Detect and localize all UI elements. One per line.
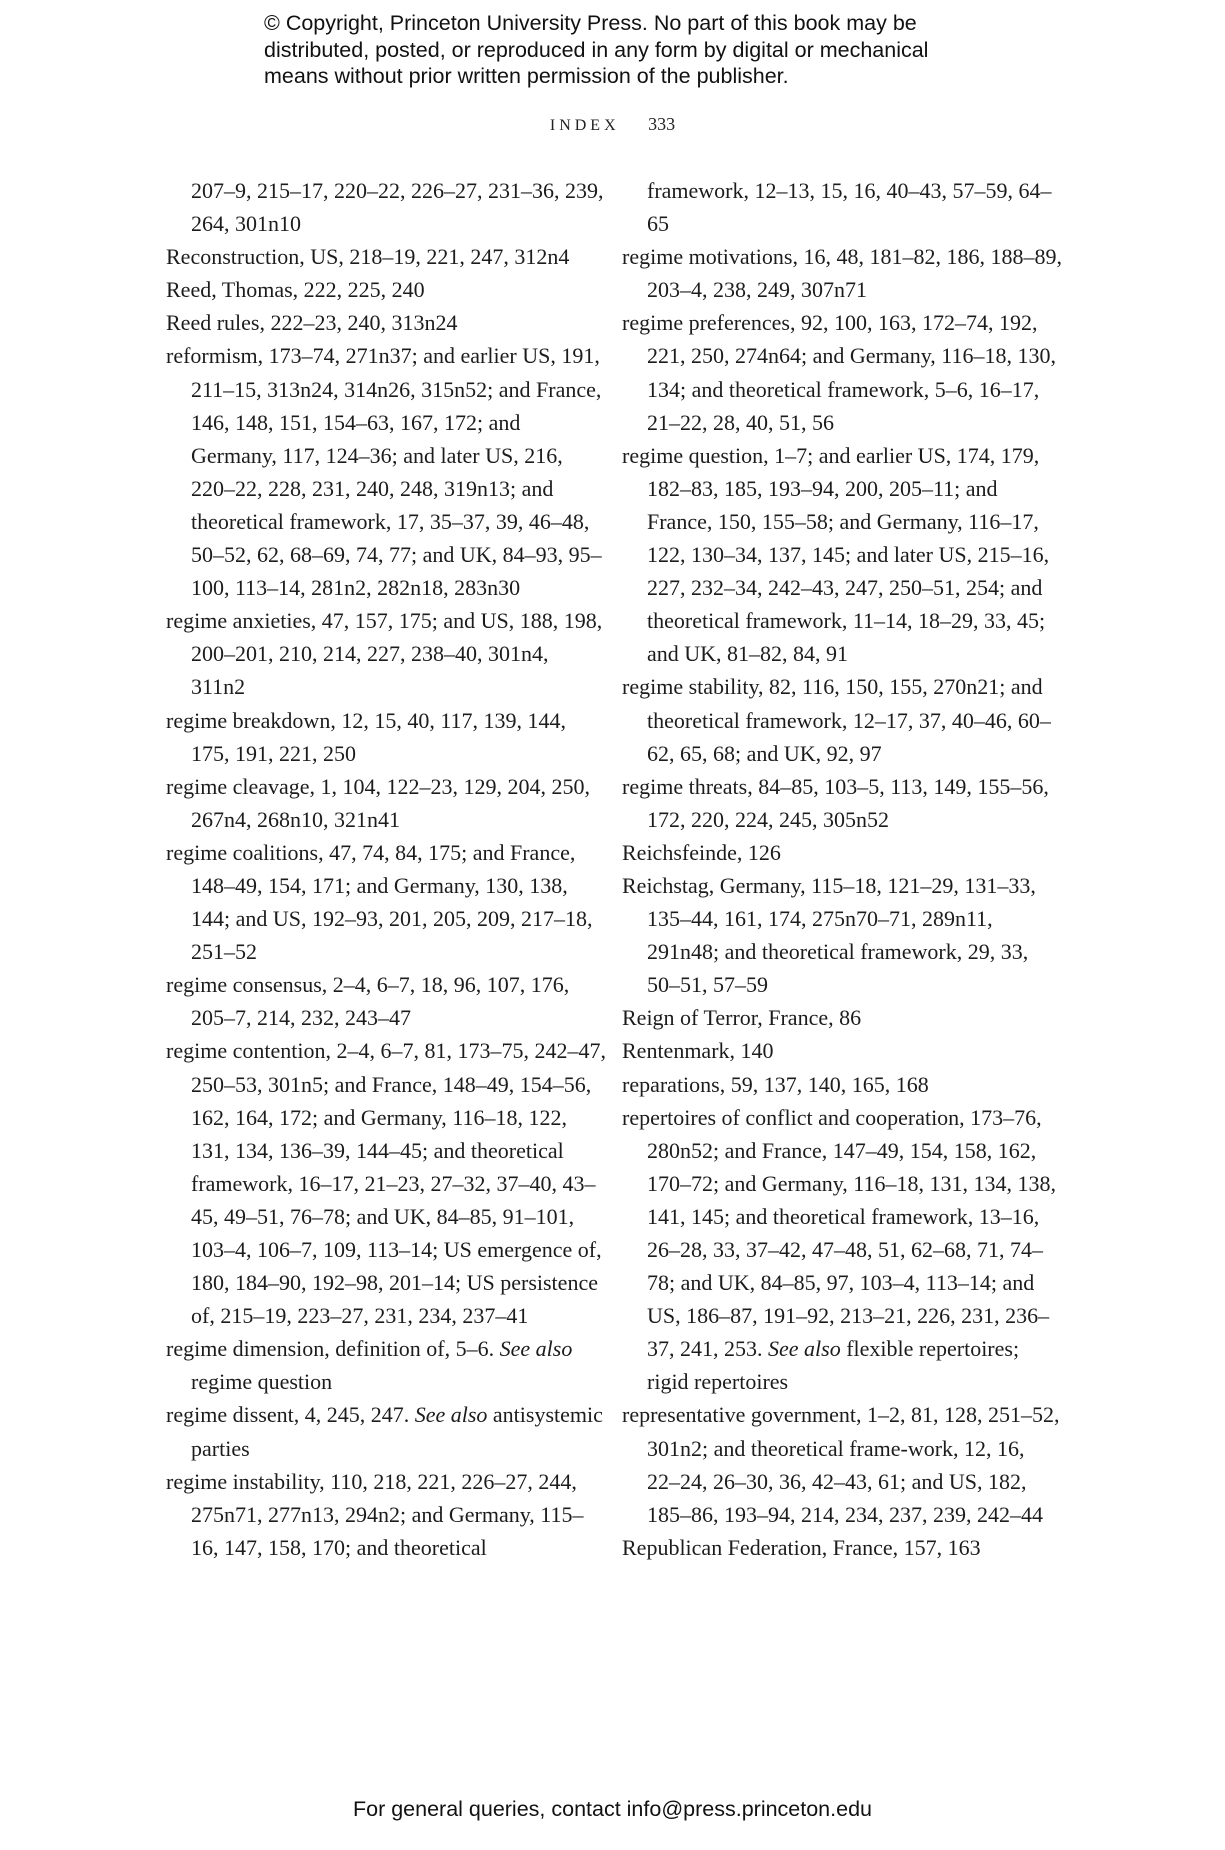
index-entry: regime preferences, 92, 100, 163, 172–74, 192, 221, 250, 274n64; and Germany, 116–18, 130, 134; and theoretical framework, 5–6, 16–17, 21–22, 28, 40, 51, 56 bbox=[622, 310, 1056, 435]
see-also-target: flexible repertoires; rigid repertoires bbox=[647, 1336, 1020, 1395]
running-head bbox=[0, 114, 1225, 135]
index-entry: regime contention, 2–4, 6–7, 81, 173–75, 242–47, 250–53, 301n5; and France, 148–49, 154–56, 162, 164, 172; and Germany, 116–18, 122, 131, 134, 136–39, 144–45; and theoretical framework, 16–17, 21–23, 27–32, 37–40, 43–45, 49–51, 76–78; and UK, 84–85, 91–101, 103–4, 106–7, 109, 113–14; US emergence of, 180, 184–90, 192–98, 201–14; US persistence of, 215–19, 223–27, 231, 234, 237–41 bbox=[166, 1038, 606, 1329]
index-entry: reformism, 173–74, 271n37; and earlier US, 191, 211–15, 313n24, 314n26, 315n52; and France, 146, 148, 151, 154–63, 167, 172; and Germany, 117, 124–36; and later US, 216, 220–22, 228, 231, 240, 248, 319n13; and theoretical framework, 17, 35–37, 39, 46–48, 50–52, 62, 68–69, 74, 77; and UK, 84–93, 95–100, 113–14, 281n2, 282n18, 283n30 bbox=[166, 343, 602, 601]
see-also-label: See also bbox=[414, 1402, 488, 1428]
index-entry: Reed rules, 222–23, 240, 313n24 bbox=[166, 310, 458, 336]
footer-contact: For general queries, contact info@press.princeton.edu bbox=[352, 1797, 872, 1821]
index-entry: Reichstag, Germany, 115–18, 121–29, 131–33, 135–44, 161, 174, 275n70–71, 289n11, 291n48; and theoretical framework, 29, 33, 50–51, 57–59 bbox=[622, 872, 1036, 998]
index-entry: representative government, 1–2, 81, 128, 251–52, 301n2; and theoretical frame-work, 12, 16, 22–24, 26–30, 36, 42–43, 61; and US, 182, 185–86, 193–94, 214, 234, 237, 239, 242–44 bbox=[622, 1402, 1060, 1527]
index-entry: reparations, 59, 137, 140, 165, 168 bbox=[622, 1071, 929, 1097]
running-head-label: INDEX bbox=[549, 117, 620, 134]
index-entry: Rentenmark, 140 bbox=[622, 1038, 774, 1064]
index-column-right bbox=[622, 174, 1062, 1564]
index-column-left bbox=[166, 174, 606, 1564]
index-entry: regime cleavage, 1, 104, 122–23, 129, 204, 250, 267n4, 268n10, 321n41 bbox=[166, 773, 591, 832]
copyright-notice bbox=[264, 10, 1024, 90]
copyright-line: means without prior written permission of the publisher. bbox=[264, 64, 789, 88]
index-entry: Republican Federation, France, 157, 163 bbox=[622, 1534, 981, 1560]
entry-text: repertoires of conflict and cooperation, 173–76, 280n52; and France, 147–49, 154, 158, 162, 170–72; and Germany, 116–18, 131, 134, 138, 141, 145; and theoretical framework, 13–16, 26–28, 33, 37–42, 47–48, 51, 62–68, 71, 74–78; and UK, 84–85, 97, 103–4, 113–14; and US, 186–87, 191–92, 213–21, 226, 231, 236–37, 241, 253. bbox=[622, 1104, 1056, 1362]
index-entry: regime consensus, 2–4, 6–7, 18, 96, 107, 176, 205–7, 214, 232, 243–47 bbox=[166, 972, 570, 1031]
index-entry bbox=[166, 1398, 606, 1464]
copyright-line: distributed, posted, or reproduced in any form by digital or mechanical bbox=[264, 37, 929, 62]
see-also-target: antisystemic parties bbox=[191, 1402, 603, 1461]
index-entry: regime threats, 84–85, 103–5, 113, 149, 155–56, 172, 220, 224, 245, 305n52 bbox=[622, 773, 1049, 832]
entry-text: regime dimension, definition of, 5–6. bbox=[166, 1336, 495, 1362]
see-also-label: See also bbox=[768, 1336, 841, 1362]
index-entry: regime coalitions, 47, 74, 84, 175; and France, 148–49, 154, 171; and Germany, 130, 138, 144; and US, 192–93, 201, 205, 209, 217–18, 251–52 bbox=[166, 839, 593, 965]
index-entry: 207–9, 215–17, 220–22, 226–27, 231–36, 239, 264, 301n10 bbox=[191, 178, 604, 237]
entry-text: regime dissent, 4, 245, 247. bbox=[166, 1402, 410, 1428]
page-number: 333 bbox=[648, 114, 676, 134]
index-entry: regime breakdown, 12, 15, 40, 117, 139, 144, 175, 191, 221, 250 bbox=[166, 707, 567, 766]
index-entry: regime anxieties, 47, 157, 175; and US, 188, 198, 200–201, 210, 214, 227, 238–40, 301n4, 311n2 bbox=[166, 608, 603, 700]
index-entry: Reed, Thomas, 222, 225, 240 bbox=[166, 277, 425, 303]
index-entry bbox=[166, 1332, 606, 1398]
see-also-label: See also bbox=[499, 1336, 573, 1362]
index-entry: regime stability, 82, 116, 150, 155, 270n21; and theoretical framework, 12–17, 37, 40–46, 60–62, 65, 68; and UK, 92, 97 bbox=[622, 674, 1051, 766]
index-entry: Reichsfeinde, 126 bbox=[622, 839, 781, 865]
copyright-line: © Copyright, Princeton University Press. No part of this book may be bbox=[264, 11, 917, 35]
index-entry: regime instability, 110, 218, 221, 226–27, 244, 275n71, 277n13, 294n2; and Germany, 115–16, 147, 158, 170; and theoretical bbox=[166, 1468, 584, 1560]
index-entry: regime motivations, 16, 48, 181–82, 186, 188–89, 203–4, 238, 249, 307n71 bbox=[622, 244, 1062, 303]
index-entry: Reconstruction, US, 218–19, 221, 247, 312n4 bbox=[166, 244, 570, 270]
index-entry bbox=[622, 1101, 1062, 1399]
index-entry: framework, 12–13, 15, 16, 40–43, 57–59, 64–65 bbox=[647, 178, 1052, 237]
index-entry: regime question, 1–7; and earlier US, 174, 179, 182–83, 185, 193–94, 200, 205–11; and France, 150, 155–58; and Germany, 116–17, 122, 130–34, 137, 145; and later US, 215–16, 227, 232–34, 242–43, 247, 250–51, 254; and theoretical framework, 11–14, 18–29, 33, 45; and UK, 81–82, 84, 91 bbox=[622, 442, 1050, 667]
see-also-target: regime question bbox=[191, 1369, 333, 1395]
index-entry: Reign of Terror, France, 86 bbox=[622, 1005, 862, 1031]
